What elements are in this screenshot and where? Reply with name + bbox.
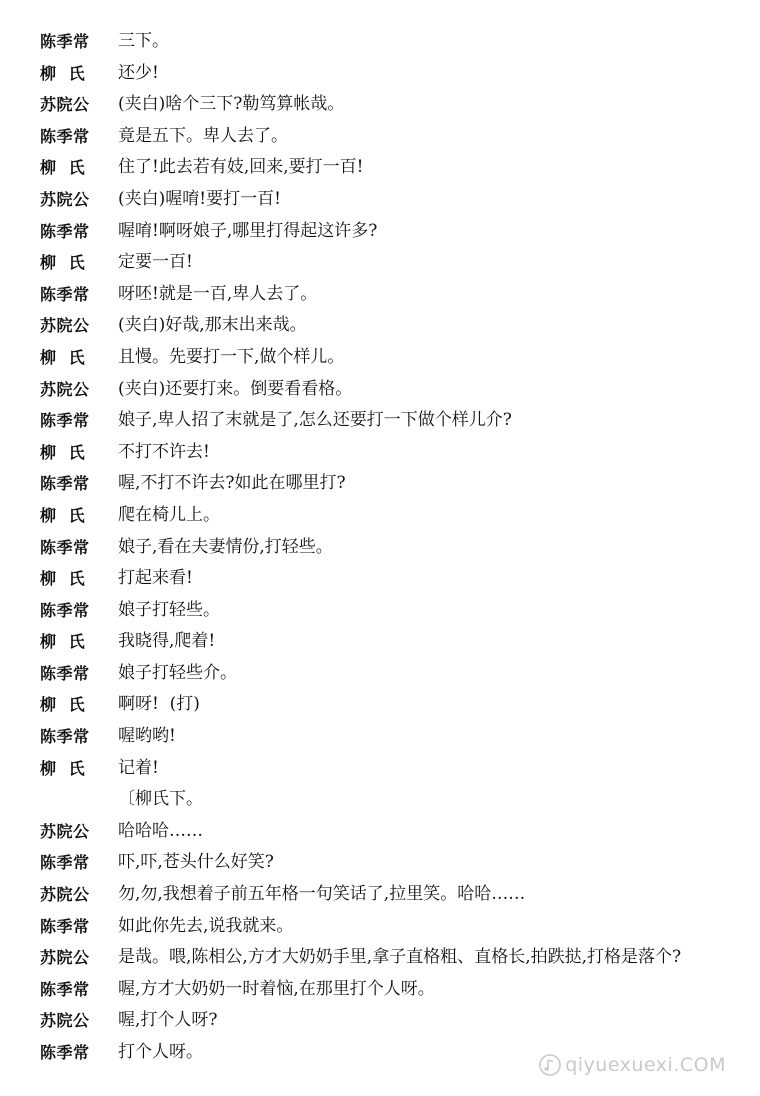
watermark-text: qiyuexuexi.COM [565,1054,726,1076]
dialogue-line [40,500,740,532]
dialogue-text: 哈哈哈…… [118,820,203,841]
music-note-icon [539,1054,561,1076]
dialogue-text: 喔哟哟! [118,726,176,747]
speaker-name: 陈季常 [40,853,90,873]
dialogue-line [40,89,740,121]
dialogue-line [40,911,740,943]
dialogue-line [40,784,740,816]
speaker-name: 柳 氏 [40,505,86,525]
speaker-name: 陈季常 [40,916,90,936]
dialogue-text: 娘子,看在夫妻情份,打轻些。 [118,536,333,557]
dialogue-line [40,184,740,216]
dialogue-text: (夹白)还要打来。倒要看看格。 [118,378,353,399]
dialogue-text: 娘子,卑人招了末就是了,怎么还要打一下做个样儿介? [118,410,512,431]
speaker-name: 陈季常 [40,284,90,304]
dialogue-text: (夹白)喔唷!要打一百! [118,188,281,209]
speaker-name: 柳 氏 [40,63,86,83]
dialogue-text: 喔,不打不许去?如此在哪里打? [118,473,346,494]
dialogue-line [40,974,740,1006]
speaker-name: 柳 氏 [40,569,86,589]
speaker-name: 苏院公 [40,95,90,115]
dialogue-text: 打个人呀。 [118,1042,203,1062]
dialogue-text: 喔,方才大奶奶一时着恼,在那里打个人呀。 [118,978,435,999]
speaker-name: 陈季常 [40,32,90,51]
dialogue-text: (夹白)好哉,那末出来哉。 [118,315,307,336]
watermark [539,1054,726,1076]
script-body [40,26,740,1069]
dialogue-text: 娘子打轻些。 [118,599,220,620]
dialogue-line [40,847,740,879]
dialogue-text: 我晓得,爬着! [118,631,216,652]
speaker-name: 陈季常 [40,600,90,620]
dialogue-line [40,879,740,911]
dialogue-line [40,152,740,184]
speaker-name: 苏院公 [40,189,90,209]
speaker-name: 柳 氏 [40,347,86,367]
speaker-name: 苏院公 [40,885,90,905]
dialogue-text: 呀呸!就是一百,卑人去了。 [118,283,318,304]
speaker-name: 陈季常 [40,474,90,494]
dialogue-text: 竟是五下。卑人去了。 [118,125,288,146]
dialogue-line [40,753,740,785]
dialogue-text: 是哉。喂,陈相公,方才大奶奶手里,拿子直格粗、直格长,拍跌挞,打格是落个? [118,947,682,968]
speaker-name: 陈季常 [40,979,90,999]
dialogue-line [40,405,740,437]
dialogue-line [40,216,740,248]
dialogue-text: 爬在椅儿上。 [118,504,220,525]
dialogue-line [40,626,740,658]
dialogue-line [40,342,740,374]
speaker-name: 陈季常 [40,411,90,431]
dialogue-text: 啊呀! (打) [118,694,200,715]
dialogue-line [40,721,740,753]
dialogue-line [40,532,740,564]
dialogue-text: (夹白)啥个三下?勒笃算帐哉。 [118,94,345,115]
dialogue-line [40,689,740,721]
dialogue-text: 喔唷!啊呀娘子,哪里打得起这许多? [118,220,378,241]
speaker-name: 苏院公 [40,379,90,399]
dialogue-line [40,563,740,595]
dialogue-line [40,26,740,58]
dialogue-text: 喔,打个人呀? [118,1010,218,1031]
dialogue-text: 勿,勿,我想着子前五年格一句笑话了,拉里笑。哈哈…… [118,884,526,905]
dialogue-text: 三下。 [118,31,169,51]
speaker-name: 陈季常 [40,221,90,241]
speaker-name: 柳 氏 [40,695,86,715]
dialogue-line [40,374,740,406]
dialogue-line [40,121,740,153]
dialogue-text: 吓,吓,苍头什么好笑? [118,852,274,873]
speaker-name: 苏院公 [40,821,90,841]
dialogue-text: 且慢。先要打一下,做个样儿。 [118,346,345,367]
speaker-name: 苏院公 [40,1011,90,1031]
speaker-name: 陈季常 [40,727,90,747]
speaker-name: 苏院公 [40,316,90,336]
dialogue-text: 娘子打轻些介。 [118,662,237,683]
dialogue-line [40,247,740,279]
dialogue-text: 如此你先去,说我就来。 [118,915,294,936]
dialogue-text: 住了!此去若有妓,回来,要打一百! [118,157,364,178]
speaker-name: 陈季常 [40,663,90,683]
dialogue-line [40,58,740,90]
speaker-name: 柳 氏 [40,442,86,462]
dialogue-line [40,942,740,974]
speaker-name: 陈季常 [40,1043,90,1062]
speaker-name: 陈季常 [40,537,90,557]
speaker-name: 陈季常 [40,126,90,146]
dialogue-line [40,816,740,848]
dialogue-line [40,310,740,342]
dialogue-line [40,279,740,311]
dialogue-text: 定要一百! [118,252,193,273]
dialogue-text: 打起来看! [118,568,193,589]
speaker-name: 苏院公 [40,948,90,968]
speaker-name: 柳 氏 [40,253,86,273]
speaker-name: 柳 氏 [40,632,86,652]
dialogue-line [40,437,740,469]
speaker-name: 柳 氏 [40,758,86,778]
dialogue-line [40,1005,740,1037]
dialogue-line [40,658,740,690]
dialogue-line [40,468,740,500]
dialogue-text: 还少! [118,62,159,83]
speaker-name: 柳 氏 [40,158,86,178]
dialogue-text: 〔柳氏下。 [118,789,203,810]
dialogue-text: 不打不许去! [118,441,210,462]
dialogue-text: 记着! [118,757,159,778]
dialogue-line [40,595,740,627]
